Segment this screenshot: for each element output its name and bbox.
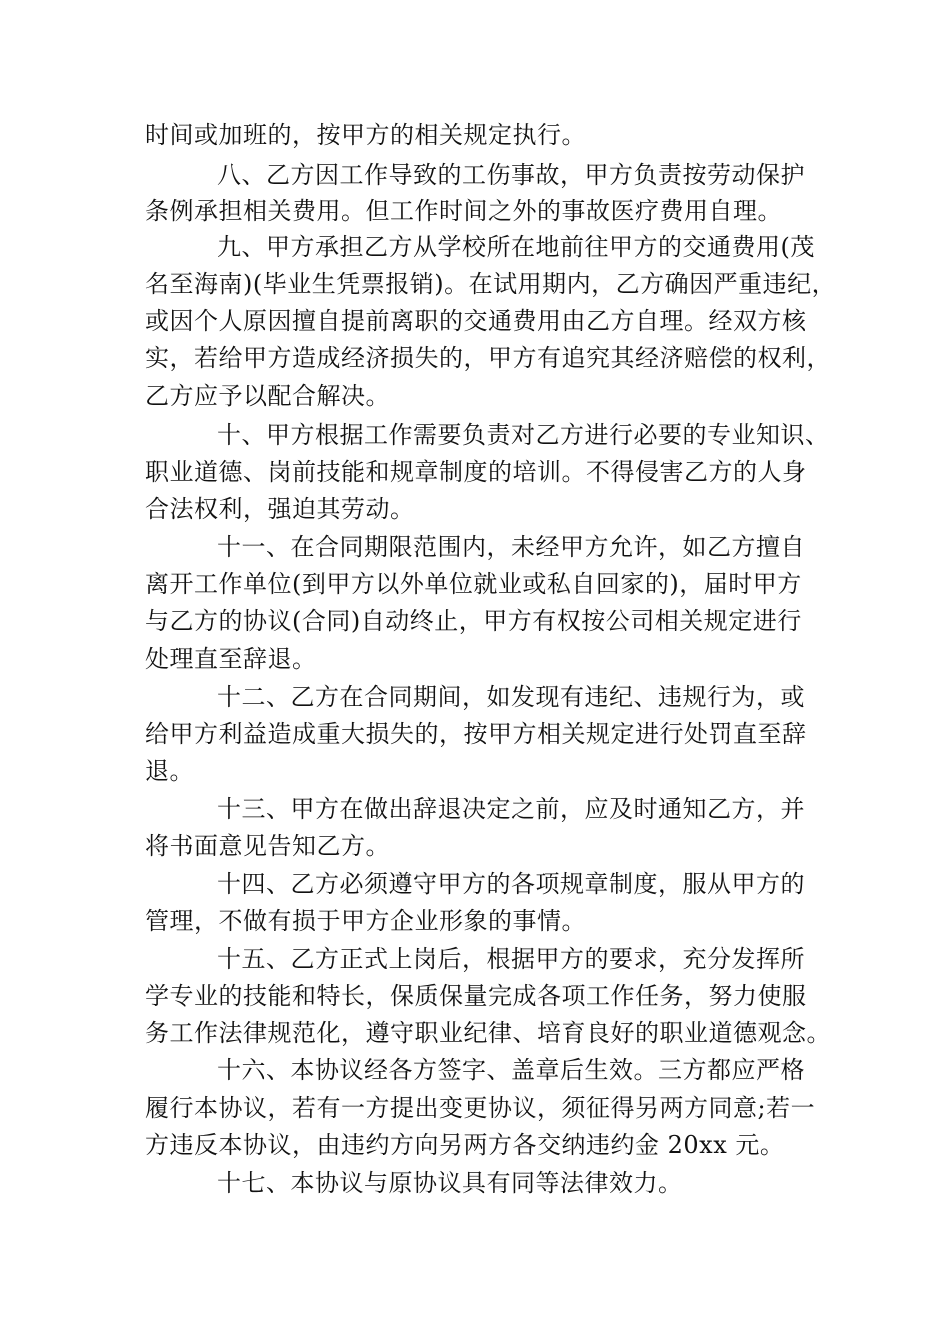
text-line: 十四、乙方必须遵守甲方的各项规章制度，服从甲方的 (217, 870, 805, 898)
text-line: 实，若给甲方造成经济损失的，甲方有追究其经济赔偿的权利， (145, 344, 831, 372)
text-line: 十六、本协议经各方签字、盖章后生效。三方都应严格 (217, 1056, 805, 1084)
text-line: 离开工作单位(到甲方以外单位就业或私自回家的)，届时甲方 (145, 570, 802, 598)
text-line: 与乙方的协议(合同)自动终止，甲方有权按公司相关规定进行 (145, 607, 802, 635)
text-line: 合法权利，强迫其劳动。 (145, 495, 415, 523)
text-line: 十一、在合同期限范围内，未经甲方允许，如乙方擅自 (217, 533, 805, 561)
text-line: 条例承担相关费用。但工作时间之外的事故医疗费用自理。 (145, 197, 782, 225)
text-line: 八、乙方因工作导致的工伤事故，甲方负责按劳动保护 (217, 161, 805, 189)
text-line: 方违反本协议，由违约方向另两方各交纳违约金 20xx 元。 (145, 1131, 785, 1159)
text-line: 处理直至辞退。 (145, 645, 317, 673)
text-line: 十、甲方根据工作需要负责对乙方进行必要的专业知识、 (217, 421, 830, 449)
text-line: 退。 (145, 757, 194, 785)
text-line: 学专业的技能和特长，保质保量完成各项工作任务，努力使服 (145, 982, 807, 1010)
text-line: 给甲方利益造成重大损失的，按甲方相关规定进行处罚直至辞 (145, 720, 807, 748)
text-line: 或因个人原因擅自提前离职的交通费用由乙方自理。经双方核 (145, 307, 807, 335)
text-line: 名至海南)(毕业生凭票报销)。在试用期内，乙方确因严重违纪， (145, 270, 837, 298)
text-line: 九、甲方承担乙方从学校所在地前往甲方的交通费用(茂 (217, 233, 815, 261)
text-line: 十二、乙方在合同期间，如发现有违纪、违规行为，或 (217, 683, 805, 711)
text-line: 十五、乙方正式上岗后，根据甲方的要求，充分发挥所 (217, 945, 805, 973)
text-line: 十七、本协议与原协议具有同等法律效力。 (217, 1169, 683, 1197)
text-line: 务工作法律规范化，遵守职业纪律、培育良好的职业道德观念。 (145, 1019, 831, 1047)
text-line: 履行本协议，若有一方提出变更协议，须征得另两方同意;若一 (145, 1094, 816, 1122)
text-line: 管理，不做有损于甲方企业形象的事情。 (145, 907, 586, 935)
text-line: 职业道德、岗前技能和规章制度的培训。不得侵害乙方的人身 (145, 458, 807, 486)
text-line: 时间或加班的，按甲方的相关规定执行。 (145, 121, 586, 149)
text-line: 将书面意见告知乙方。 (145, 832, 390, 860)
text-line: 乙方应予以配合解决。 (145, 382, 390, 410)
text-line: 十三、甲方在做出辞退决定之前，应及时通知乙方，并 (217, 795, 805, 823)
